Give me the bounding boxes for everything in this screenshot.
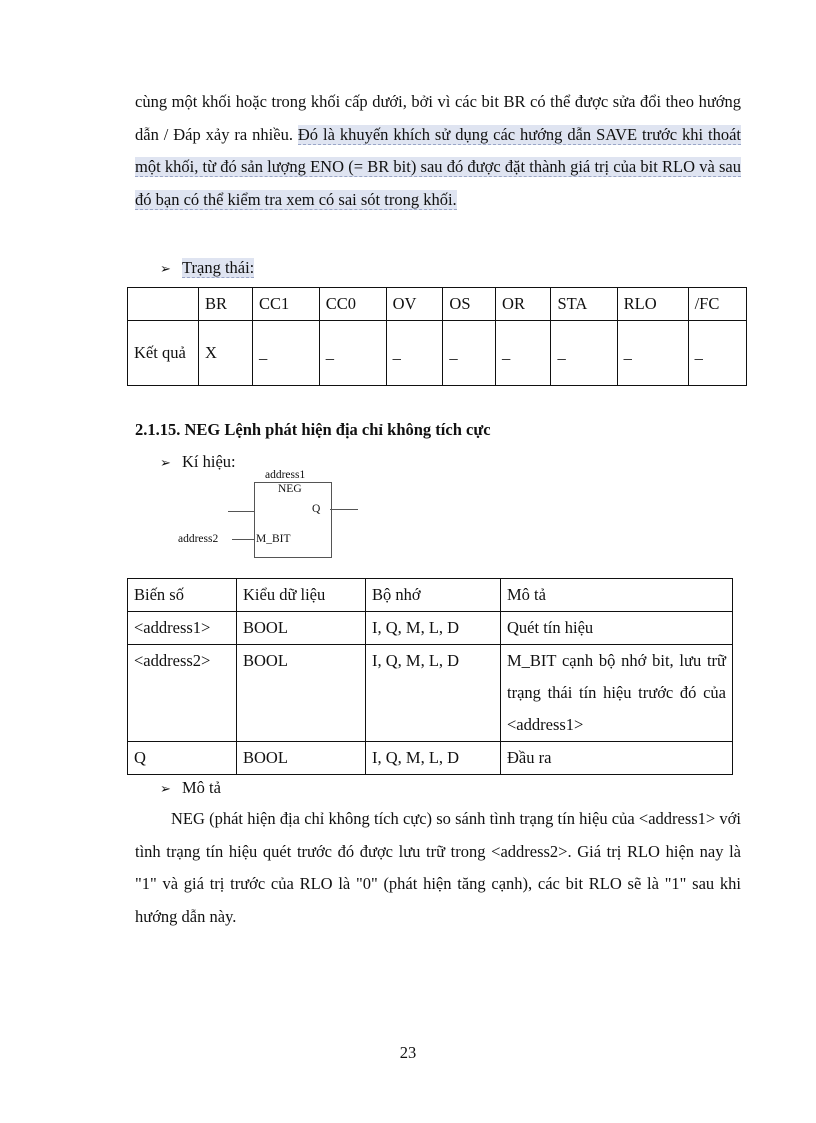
status-row-label: Kết quả xyxy=(128,321,199,386)
table-cell: M_BIT cạnh bộ nhớ bit, lưu trữ trạng thái tín hiệu trước đó của <address1> xyxy=(501,645,733,742)
neg-block-diagram xyxy=(170,465,370,560)
variables-header-cell: Bộ nhớ xyxy=(366,579,501,612)
table-row xyxy=(128,742,733,775)
table-cell: <address1> xyxy=(128,612,237,645)
table-cell: I, Q, M, L, D xyxy=(366,645,501,742)
status-header-row xyxy=(128,288,747,321)
arrow-bullet-icon: ➢ xyxy=(160,261,171,276)
table-cell: <address2> xyxy=(128,645,237,742)
table-row xyxy=(128,645,733,742)
status-header-cell: BR xyxy=(199,288,253,321)
variables-header-row xyxy=(128,579,733,612)
diagram-mbit-label: M_BIT xyxy=(256,533,291,545)
status-header-cell: OV xyxy=(386,288,443,321)
table-row xyxy=(128,612,733,645)
diagram-address2-label: address2 xyxy=(178,533,219,545)
status-value-cell: _ xyxy=(496,321,551,386)
variables-header-cell: Biến số xyxy=(128,579,237,612)
description-paragraph: NEG (phát hiện địa chỉ không tích cực) so sánh tình trạng tín hiệu của <address1> với tình trạng tín hiệu quét trước đó được lưu trữ trong <address2>. Giá trị RLO hiện nay là "1" và giá trị trước của RLO là "0" (phát hiện tăng cạnh), các bit RLO sẽ là "1" sau khi hướng dẫn này. xyxy=(135,809,741,926)
status-value-cell: _ xyxy=(319,321,386,386)
variables-table xyxy=(127,578,733,775)
status-label[interactable]: Trạng thái: xyxy=(182,258,255,277)
section-heading: 2.1.15. NEG Lệnh phát hiện địa chỉ không tích cực xyxy=(135,420,491,439)
status-value-cell: X xyxy=(199,321,253,386)
variables-header-cell: Mô tả xyxy=(501,579,733,612)
status-table xyxy=(127,287,747,386)
highlighted-text[interactable]: Đó là khuyến khích sử dụng các hướng dẫn SAVE trước khi thoát một khối, từ đó sản lượng ENO (= BR bit) sau đó được đặt thành giá trị của bit RLO và sau đó bạn có thể kiểm tra xem có sai sót trong khối. xyxy=(135,124,741,209)
variables-header-cell: Kiểu dữ liệu xyxy=(237,579,366,612)
table-cell: Quét tín hiệu xyxy=(501,612,733,645)
diagram-address1-label: address1 xyxy=(265,469,306,481)
description-label: Mô tả xyxy=(182,778,221,797)
status-value-cell: _ xyxy=(443,321,496,386)
status-value-cell: _ xyxy=(551,321,617,386)
status-value-cell: _ xyxy=(253,321,320,386)
symbol-label: Kí hiệu: xyxy=(182,452,236,471)
status-header-cell: CC1 xyxy=(253,288,320,321)
output-line xyxy=(330,509,358,510)
status-header-cell: /FC xyxy=(688,288,746,321)
address2-line xyxy=(232,539,254,540)
table-cell: BOOL xyxy=(237,612,366,645)
status-header-cell: OR xyxy=(496,288,551,321)
table-cell: Đầu ra xyxy=(501,742,733,775)
arrow-bullet-icon: ➢ xyxy=(160,455,171,470)
status-value-cell: _ xyxy=(386,321,443,386)
description-bullet xyxy=(160,778,221,799)
diagram-q-label: Q xyxy=(312,503,321,515)
table-cell: I, Q, M, L, D xyxy=(366,742,501,775)
status-header-cell: RLO xyxy=(617,288,688,321)
status-value-cell: _ xyxy=(688,321,746,386)
status-bullet xyxy=(160,258,254,279)
diagram-name-label: NEG xyxy=(278,483,302,495)
arrow-bullet-icon: ➢ xyxy=(160,781,171,796)
input-line xyxy=(228,511,254,512)
table-cell: Q xyxy=(128,742,237,775)
table-cell: BOOL xyxy=(237,742,366,775)
status-header-cell xyxy=(128,288,199,321)
status-result-row xyxy=(128,321,747,386)
page-number: 23 xyxy=(399,1043,417,1062)
status-header-cell: STA xyxy=(551,288,617,321)
table-cell: BOOL xyxy=(237,645,366,742)
table-cell: I, Q, M, L, D xyxy=(366,612,501,645)
intro-paragraph xyxy=(135,86,741,216)
intro-text: cùng một khối hoặc trong khối cấp dưới, bởi vì các bit BR có thể được sửa đổi theo hướng dẫn / Đáp xảy ra nhiều. xyxy=(135,92,741,144)
status-value-cell: _ xyxy=(617,321,688,386)
status-header-cell: OS xyxy=(443,288,496,321)
status-header-cell: CC0 xyxy=(319,288,386,321)
